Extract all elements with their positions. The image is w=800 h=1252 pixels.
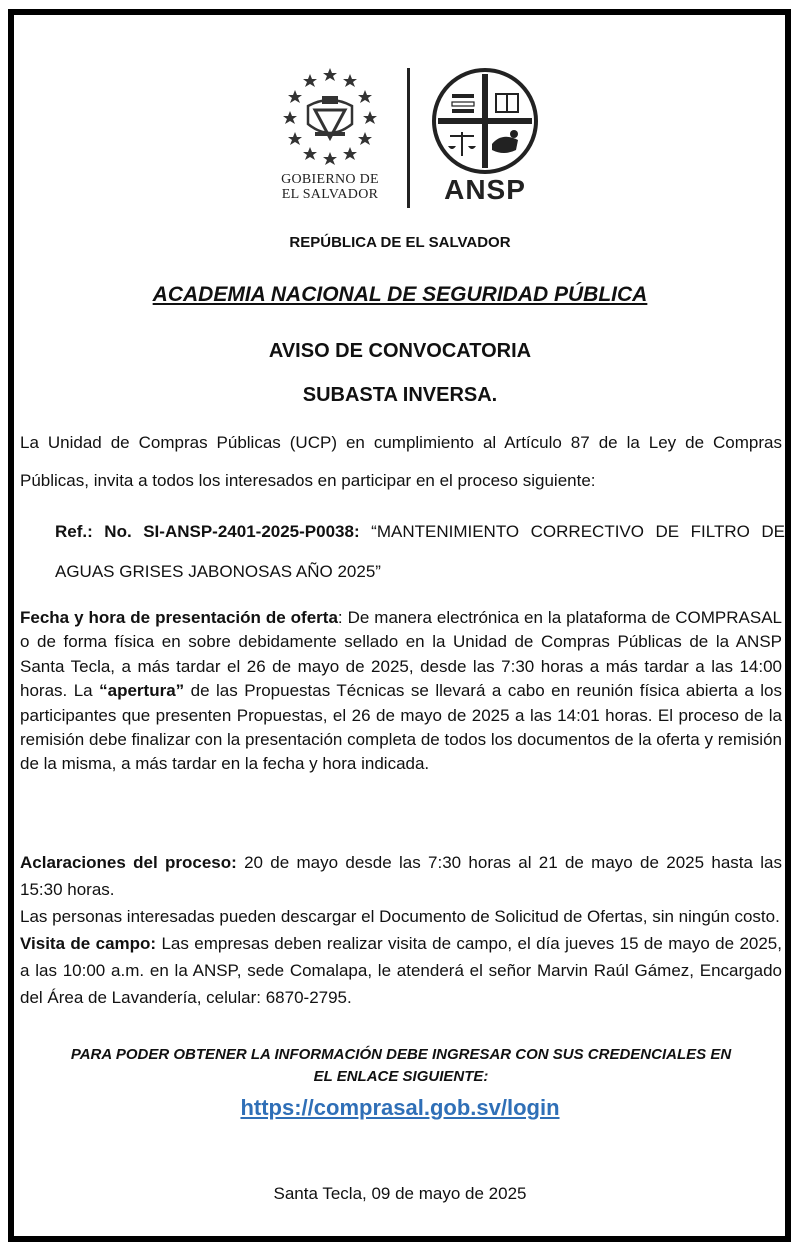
gobierno-line1: GOBIERNO DE — [281, 172, 379, 187]
place-date-signature: Santa Tecla, 09 de mayo de 2025 — [273, 1184, 527, 1203]
visita-text: Las empresas deben realizar visita de campo, el día jueves 15 de mayo de 2025, a las 10:00 a.m. en la ANSP, sede Comalapa, le atenderá el señor Marvin Raúl Gámez, Encargado del Área de Lavandería, celular: 6870-2795. — [20, 934, 782, 1007]
fecha-label: Fecha y hora de presentación de oferta — [20, 608, 338, 627]
visita-paragraph — [20, 930, 782, 1011]
apertura-term: “apertura” — [99, 681, 185, 701]
header-logos — [268, 62, 548, 212]
fecha-paragraph — [20, 606, 782, 777]
aclaraciones-paragraph — [20, 849, 782, 903]
reference-title: “MANTENIMIENTO CORRECTIVO DE FILTRO DE AGUAS GRISES JABONOSAS AÑO 2025” — [55, 522, 785, 581]
logo-divider — [407, 68, 410, 208]
subasta-heading: SUBASTA INVERSA. — [302, 384, 498, 406]
aviso-heading: AVISO DE CONVOCATORIA — [268, 340, 532, 362]
reference-paragraph — [55, 512, 785, 592]
aclaraciones-block — [20, 849, 782, 1011]
credentials-notice — [20, 1044, 782, 1088]
comprasal-login-link[interactable]: https://comprasal.gob.sv/login — [240, 1095, 560, 1120]
academia-heading: ACADEMIA NACIONAL DE SEGURIDAD PÚBLICA — [152, 283, 648, 306]
notice-line-2: EL ENLACE SIGUIENTE: — [313, 1068, 489, 1085]
gobierno-wordmark — [268, 172, 392, 202]
ansp-wordmark: ANSP — [444, 174, 526, 205]
notice-line-1: PARA PODER OBTENER LA INFORMACIÓN DEBE INGRESAR CON SUS CREDENCIALES EN — [70, 1046, 732, 1063]
visita-label: Visita de campo: — [20, 934, 157, 953]
ansp-emblem-icon — [430, 66, 540, 176]
fecha-text-1: : De manera electrónica en la plataforma de COMPRASAL o de forma física en sobre debidamente sellado en la Unidad de Compras Públicas de la ANSP Santa Tecla, a más tardar el 26 de mayo de 2025, desde las 7:30 horas a más tardar a las 14:00 horas. La — [20, 608, 782, 701]
aclaraciones-text: 20 de mayo desde las 7:30 horas al 21 de mayo de 2025 hasta las 15:30 horas. — [20, 853, 782, 899]
gobierno-line2: EL SALVADOR — [281, 187, 379, 202]
fecha-text-2: de las Propuestas Técnicas se llevará a cabo en reunión física abierta a los participantes que presenten Propuestas, el 26 de mayo de 2025 a las 14:01 horas. El proceso de la remisión debe finalizar con la presentación completa de todos los documentos de la oferta y remisión de la misma, a más tardar en la fecha y hora indicada. — [20, 681, 783, 774]
reference-number: Ref.: No. SI-ANSP-2401-2025-P0038: — [55, 522, 360, 541]
intro-paragraph: La Unidad de Compras Públicas (UCP) en cumplimiento al Artículo 87 de la Ley de Compras Públicas, invita a todos los interesados en participar en el proceso siguiente: — [20, 433, 782, 490]
documento-paragraph: Las personas interesadas pueden descargar el Documento de Solicitud de Ofertas, sin ningún costo. — [20, 907, 780, 926]
republica-heading: REPÚBLICA DE EL SALVADOR — [289, 234, 511, 251]
aclaraciones-label: Aclaraciones del proceso: — [20, 853, 237, 872]
el-salvador-coat-of-arms-icon — [280, 66, 380, 166]
